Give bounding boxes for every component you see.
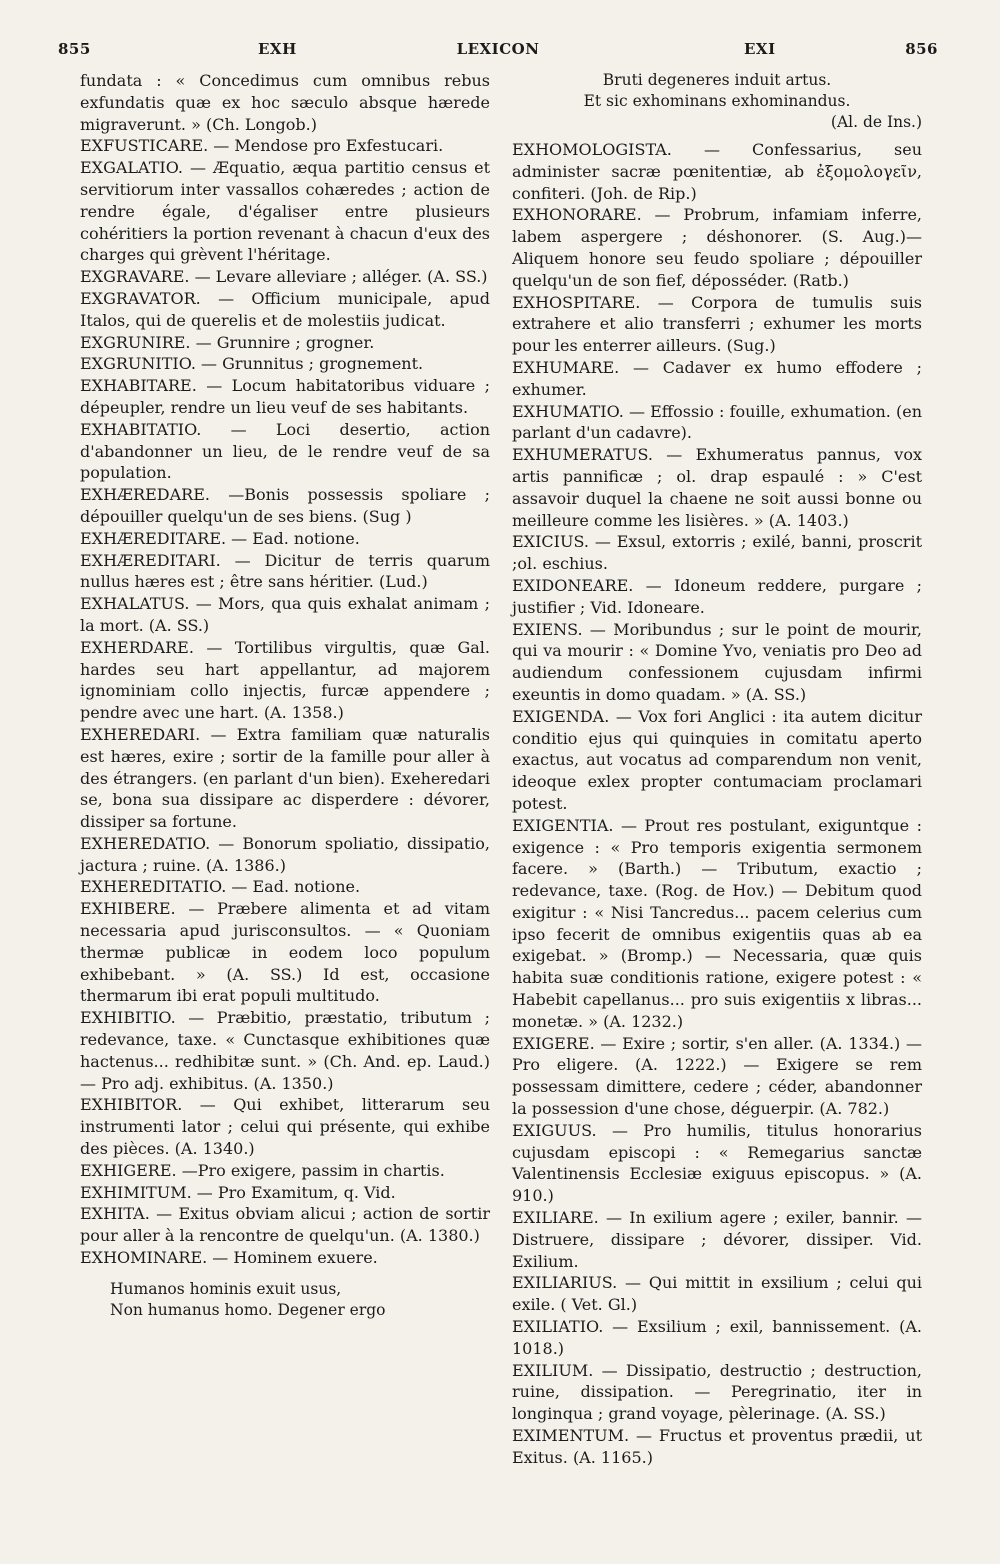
entry: EXGRUNIRE. — Grunnire ; grogner. bbox=[80, 332, 375, 352]
entry: EXHIBERE. — Præbere alimenta et ad vitam necessaria apud jurisconsultos. — « Quoniam thermæ publicæ in eodem loco populum exhibebant. » (A. SS.) Id est, occasione thermarum ibi erat populi multitudo. bbox=[80, 899, 490, 1006]
entry: EXHEREDARI. — Extra familiam quæ naturalis est hæres, exire ; sortir de la famille pour aller à des étrangers. (en parlant d'un bien). Exeheredari se, bona sua dissipare ac disperdere : dévorer, dissiper sa fortune. bbox=[80, 724, 490, 832]
verse-line: Humanos hominis exuit usus, bbox=[110, 1279, 342, 1298]
right-column bbox=[512, 70, 922, 1469]
entry: EXHONORARE. — Probrum, infamiam inferre, labem aspergere ; déshonorer. (S. Aug.)— Aliquem honore seu feudo spoliare ; dépouiller quelqu'un de son fief, déposséder. (Ratb.) bbox=[512, 205, 922, 290]
entry: EXHÆREDITARI. — Dicitur de terris quarum nullus hæres est ; être sans héritier. (Lud.) bbox=[80, 550, 490, 592]
verse-line: Non humanus homo. Degener ergo bbox=[110, 1300, 386, 1319]
page-title: LEXICON bbox=[456, 40, 540, 58]
entry: EXHEREDATIO. — Bonorum spoliatio, dissipatio, jactura ; ruine. (A. 1386.) bbox=[80, 833, 490, 875]
entry: EXILIARIUS. — Qui mittit in exsilium ; celui qui exile. ( Vet. Gl.) bbox=[512, 1273, 922, 1315]
entry: EXHOMOLOGISTA. — Confessarius, seu administer sacræ pœnitentiæ, ab ἐξομολογεῖν, confiteri. (Joh. de Rip.) bbox=[512, 140, 922, 203]
entry: EXHOSPITARE. — Corpora de tumulis suis extrahere et alio transferri ; exhumer les morts pour les enterrer ailleurs. (Sug.) bbox=[512, 292, 922, 356]
entry: EXIGENDA. — Vox fori Anglici : ita autem dicitur conditio ejus qui quinquies in comitatu aperto exactus, aut vocatus ad comparendum non venit, ideoque exlex propter contumaciam proclamari potest. bbox=[512, 706, 922, 813]
entry: EXGRAVARE. — Levare alleviare ; alléger. (A. SS.) bbox=[80, 267, 488, 287]
text-columns bbox=[80, 70, 938, 1564]
entry: EXGALATIO. — Æquatio, æqua partitio census et servitiorum inter vassallos cohæredes ; action de rendre égale, d'égaliser entre plusieurs cohéritiers la portion revenant à chacun d'eux des charges qui grèvent l'héritage. bbox=[80, 158, 490, 265]
page-number-right: 856 bbox=[905, 40, 938, 58]
entry: EXHITA. — Exitus obviam alicui ; action de sortir pour aller à la rencontre de quelqu'un. (A. 1380.) bbox=[80, 1204, 490, 1246]
entry: EXHIBITOR. — Qui exhibet, litterarum seu instrumenti lator ; celui qui présente, qui exhibe des pièces. (A. 1340.) bbox=[80, 1095, 490, 1159]
entry: EXHIMITUM. — Pro Examitum, q. Vid. bbox=[80, 1182, 396, 1202]
entry: EXHABITATIO. — Loci desertio, action d'abandonner un lieu, de le rendre veuf de sa population. bbox=[80, 419, 490, 483]
left-column bbox=[80, 70, 490, 1321]
verse-line: Et sic exhominans exhominandus. bbox=[583, 92, 851, 110]
entry: EXICIUS. — Exsul, extorris ; exilé, banni, proscrit ;ol. eschius. bbox=[512, 532, 922, 574]
guide-word-right: EXI bbox=[744, 40, 776, 58]
entry: EXHERDARE. — Tortilibus virgultis, quæ Gal. hardes seu hart appellantur, ad majorem ignominiam collo injectis, furcæ appendere ; pendre avec une hart. (A. 1358.) bbox=[80, 637, 490, 723]
entry: EXILIATIO. — Exsilium ; exil, bannissement. (A. 1018.) bbox=[512, 1317, 922, 1358]
entry: EXILIUM. — Dissipatio, destructio ; destruction, ruine, dissipation. — Peregrinatio, iter in longinqua ; grand voyage, pèlerinage. (A. SS.) bbox=[512, 1360, 922, 1424]
entry: EXHABITARE. — Locum habitatoribus viduare ; dépeupler, rendre un lieu veuf de ses habitants. bbox=[80, 376, 490, 417]
entry: EXHALATUS. — Mors, qua quis exhalat animam ; la mort. (A. SS.) bbox=[80, 594, 490, 635]
entry: fundata : « Concedimus cum omnibus rebus exfundatis quæ ex hoc sæculo absque hærede migraverunt. » (Ch. Longob.) bbox=[80, 71, 490, 134]
entry: EXIGERE. — Exire ; sortir, s'en aller. (A. 1334.) — Pro eligere. (A. 1222.) — Exigere se rem possessam dimittere, cedere ; céder, abandonner la possession d'une chose, déguerpir. (A. 782.) bbox=[512, 1033, 922, 1119]
entry: EXFUSTICARE. — Mendose pro Exfestucari. bbox=[80, 136, 444, 156]
entry: EXGRAVATOR. — Officium municipale, apud Italos, qui de querelis et de molestiis judicat. bbox=[80, 288, 490, 330]
entry: EXHUMARE. — Cadaver ex humo effodere ; exhumer. bbox=[512, 357, 922, 399]
verse-line: Bruti degeneres induit artus. bbox=[602, 71, 832, 89]
entry: EXHIGERE. —Pro exigere, passim in chartis. bbox=[80, 1160, 445, 1180]
entry: EXHUMATIO. — Effossio : fouille, exhumation. (en parlant d'un cadavre). bbox=[512, 401, 922, 443]
verse-attribution: (Al. de Ins.) bbox=[830, 113, 922, 131]
entry: EXIGENTIA. — Prout res postulant, exiguntque : exigence : « Pro temporis exigentia sermonem facere. » (Barth.) — Tributum, exactio ; redevance, taxe. (Rog. de Hov.) — Debitum quod exigitur : « Nisi Tancredus... pacem celerius cum ipso fecerit de omnibus exigentiis quas ab ea exigebat. » (Bromp.) — Necessaria, quæ quis habita suæ conditionis ratione, exigere potest : « Habebit capellanus... pro suis exigentiis x libras... monetæ. » (A. 1232.) bbox=[512, 815, 922, 1031]
entry: EXHUMERATUS. — Exhumeratus pannus, vox artis pannificæ ; ol. drap espaulé : » C'est assavoir duquel la chaene ne soit aussi bonne ou meilleure comme les lisières. » (A. 1403.) bbox=[512, 445, 922, 530]
entry: EXIENS. — Moribundus ; sur le point de mourir, qui va mourir : « Domine Yvo, veniatis pro Deo ad audiendum confessionem cujusdam infirmi exeuntis in domo quadam. » (A. SS.) bbox=[512, 619, 922, 704]
entry: EXGRUNITIO. — Grunnitus ; grognement. bbox=[80, 354, 424, 374]
entry: EXIDONEARE. — Idoneum reddere, purgare ; justifier ; Vid. Idoneare. bbox=[512, 575, 922, 617]
entry: EXHÆREDARE. —Bonis possessis spoliare ; dépouiller quelqu'un de ses biens. (Sug ) bbox=[80, 485, 490, 526]
running-header bbox=[58, 40, 938, 64]
entry: EXHOMINARE. — Hominem exuere. bbox=[80, 1248, 378, 1268]
entry: EXILIARE. — In exilium agere ; exiler, bannir. — Distruere, dissipare ; dévorer, dissiper. Vid. Exilium. bbox=[512, 1208, 922, 1271]
entry: EXIGUUS. — Pro humilis, titulus honorarius cujusdam episcopi : « Remegarius sanctæ Valentinensis Ecclesiæ exiguus episcopus. » (A. 910.) bbox=[512, 1120, 922, 1206]
page-number-left: 855 bbox=[58, 40, 91, 58]
guide-word-left: EXH bbox=[258, 40, 297, 58]
entry: EXHÆREDITARE. — Ead. notione. bbox=[80, 528, 360, 548]
entry: EXIMENTUM. — Fructus et proventus prædii, ut Exitus. (A. 1165.) bbox=[512, 1426, 922, 1467]
entry: EXHIBITIO. — Præbitio, præstatio, tributum ; redevance, taxe. « Cunctasque exhibitiones quæ hactenus... redhibitæ sunt. » (Ch. And. ep. Laud.) — Pro adj. exhibitus. (A. 1350.) bbox=[80, 1008, 490, 1093]
entry: EXHEREDITATIO. — Ead. notione. bbox=[80, 877, 361, 897]
